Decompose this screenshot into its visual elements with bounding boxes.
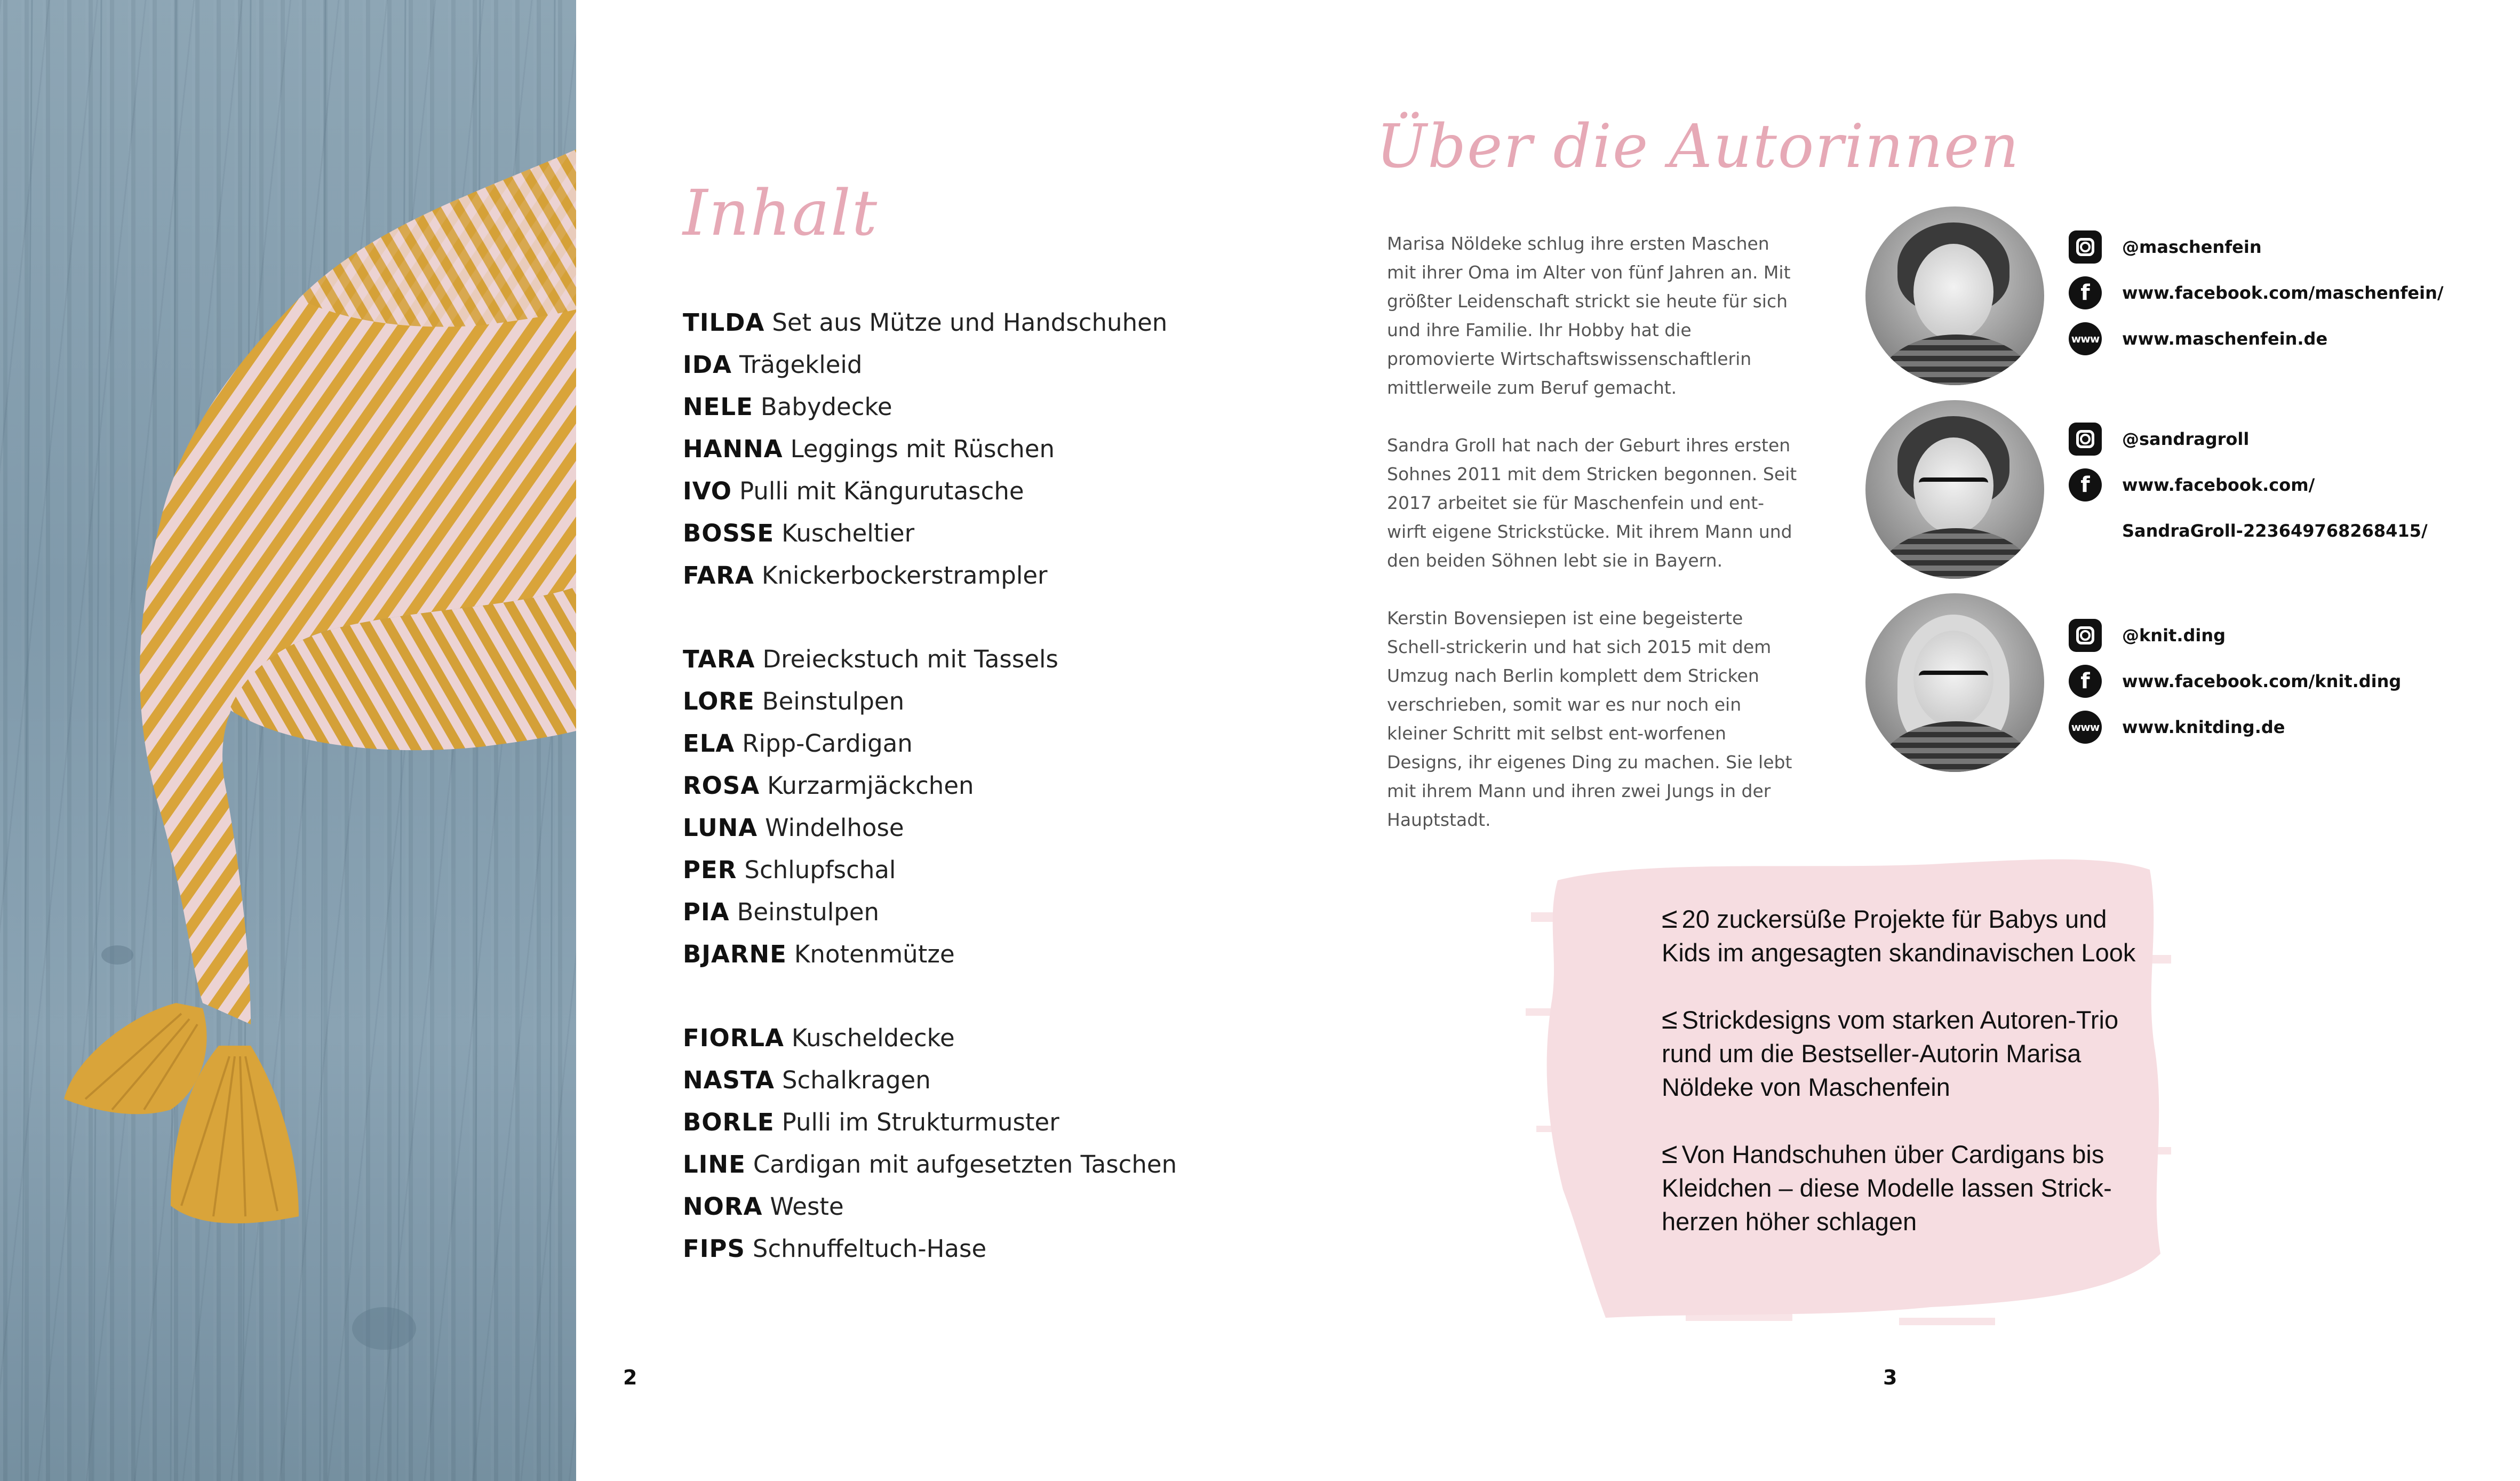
toc-item-name: ROSA bbox=[683, 771, 760, 800]
toc-item[interactable] bbox=[683, 1017, 1270, 1059]
feature-text: Von Handschuhen über Cardigans bis Kleidchen – diese Modelle lassen Strick-herzen höher schlagen bbox=[1662, 1140, 2112, 1236]
toc-group-2 bbox=[683, 638, 1270, 975]
toc-item-name: FARA bbox=[683, 561, 754, 590]
toc-item[interactable] bbox=[683, 1185, 1270, 1228]
avatar-kerstin bbox=[1865, 593, 2044, 772]
toc-item[interactable] bbox=[683, 1228, 1270, 1270]
toc-group-1 bbox=[683, 301, 1270, 596]
feature-text: Strickdesigns vom starken Autoren-Trio rund um die Bestseller-Autorin Marisa Nöldeke von Maschenfein bbox=[1662, 1006, 2119, 1101]
feature-item bbox=[1662, 902, 2142, 969]
feature-item bbox=[1662, 1002, 2142, 1104]
avatar-sandra bbox=[1865, 400, 2044, 579]
toc-item[interactable] bbox=[683, 428, 1270, 470]
toc-item-name: TILDA bbox=[683, 308, 765, 337]
bio-marisa: Marisa Nöldeke schlug ihre ersten Maschen mit ihrer Oma im Alter von fünf Jahren an. Mit größter Leidenschaft strickt sie heute für sich und ihre Familie. Ihr Hobby hat die promovierte Wirtschaftswissenschaftlerin mittlerweile zum Beruf gemacht. bbox=[1387, 233, 1791, 398]
toc-item[interactable] bbox=[683, 765, 1270, 807]
facebook-icon: f bbox=[2069, 665, 2102, 698]
toc-item-name: LORE bbox=[683, 687, 755, 715]
website-link[interactable]: www.maschenfein.de bbox=[2122, 329, 2328, 349]
feature-item bbox=[1662, 1137, 2142, 1238]
toc-item-description: Schalkragen bbox=[781, 1066, 931, 1094]
toc-item-name: LINE bbox=[683, 1150, 746, 1179]
toc-item[interactable] bbox=[683, 512, 1270, 554]
toc-item[interactable] bbox=[683, 554, 1270, 596]
toc-item-name: FIPS bbox=[683, 1235, 745, 1263]
page-number-left: 2 bbox=[623, 1366, 637, 1389]
toc-item[interactable] bbox=[683, 1059, 1270, 1101]
instagram-handle[interactable]: @maschenfein bbox=[2122, 237, 2262, 257]
website-link[interactable]: www.knitding.de bbox=[2122, 717, 2285, 737]
toc-item-name: PER bbox=[683, 856, 737, 884]
social-row-website[interactable] bbox=[2069, 704, 2401, 750]
toc-item-name: FIORLA bbox=[683, 1024, 784, 1052]
toc-item-name: PIA bbox=[683, 898, 730, 926]
instagram-handle[interactable]: @sandragroll bbox=[2122, 429, 2250, 449]
facebook-icon: f bbox=[2069, 276, 2102, 309]
social-links-kerstin bbox=[2069, 612, 2401, 750]
facebook-icon: f bbox=[2069, 468, 2102, 501]
social-row-facebook[interactable] bbox=[2069, 658, 2401, 704]
toc-item-name: HANNA bbox=[683, 435, 783, 463]
social-row-facebook[interactable] bbox=[2069, 462, 2428, 508]
toc-item[interactable] bbox=[683, 1143, 1270, 1185]
shawl-illustration bbox=[0, 0, 576, 1481]
toc-item[interactable] bbox=[683, 722, 1270, 765]
social-links-marisa bbox=[2069, 224, 2444, 362]
toc-item-description: Leggings mit Rüschen bbox=[790, 435, 1055, 463]
facebook-link[interactable]: www.facebook.com/ bbox=[2122, 475, 2315, 495]
toc-item[interactable] bbox=[683, 1101, 1270, 1143]
social-row-facebook-cont[interactable] bbox=[2069, 508, 2428, 554]
toc-item[interactable] bbox=[683, 638, 1270, 680]
toc-item-description: Knotenmütze bbox=[794, 940, 955, 968]
toc-item-description: Pulli mit Kängurutasche bbox=[739, 477, 1024, 505]
social-links-sandra bbox=[2069, 416, 2428, 554]
toc-item-name: TARA bbox=[683, 645, 755, 673]
toc-item-description: Beinstulpen bbox=[737, 898, 880, 926]
table-of-contents bbox=[683, 301, 1270, 1311]
toc-item-description: Kurzarmjäckchen bbox=[767, 771, 974, 800]
authors-title: Über die Autorinnen bbox=[1376, 112, 2020, 181]
facebook-link[interactable]: www.facebook.com/maschenfein/ bbox=[2122, 283, 2444, 303]
bio-sandra: Sandra Groll hat nach der Geburt ihres ersten Sohnes 2011 mit dem Stricken begonnen. Seit 2017 arbeitet sie für Maschenfein und ent-wirft eigene Strickstücke. Mit ihrem Mann und den beiden Söhnen lebt sie in Bayern. bbox=[1387, 435, 1797, 571]
social-row-instagram[interactable] bbox=[2069, 224, 2444, 270]
toc-item-name: NASTA bbox=[683, 1066, 775, 1094]
contents-title: Inhalt bbox=[683, 176, 879, 250]
toc-item-name: ELA bbox=[683, 729, 735, 758]
toc-item[interactable] bbox=[683, 386, 1270, 428]
instagram-icon bbox=[2069, 619, 2102, 652]
toc-item-name: BOSSE bbox=[683, 519, 775, 547]
toc-item-description: Kuscheltier bbox=[781, 519, 915, 547]
social-row-instagram[interactable] bbox=[2069, 416, 2428, 462]
toc-item[interactable] bbox=[683, 680, 1270, 722]
toc-item-description: Ripp-Cardigan bbox=[742, 729, 913, 758]
bio-kerstin: Kerstin Bovensiepen ist eine begeisterte Schell-strickerin und hat sich 2015 mit dem Umzug nach Berlin komplett dem Stricken verschrieben, somit war es nur noch ein kleiner Schritt mit selbst ent-worfenen Designs, ihr eigenes Ding zu machen. Sie lebt mit ihrem Mann und ihren zwei Jungs in der Hauptstadt. bbox=[1387, 608, 1792, 830]
social-row-facebook[interactable] bbox=[2069, 270, 2444, 316]
toc-item[interactable] bbox=[683, 849, 1270, 891]
website-icon: www bbox=[2069, 322, 2102, 355]
toc-item[interactable] bbox=[683, 891, 1270, 933]
toc-item-description: Babydecke bbox=[760, 393, 892, 421]
toc-item-name: BJARNE bbox=[683, 940, 787, 968]
page-number-right: 3 bbox=[1883, 1366, 1897, 1389]
toc-item-description: Beinstulpen bbox=[762, 687, 905, 715]
toc-item-name: NORA bbox=[683, 1192, 763, 1221]
bullet-icon: ≤ bbox=[1662, 902, 1678, 934]
toc-item-description: Set aus Mütze und Handschuhen bbox=[772, 308, 1168, 337]
toc-item[interactable] bbox=[683, 470, 1270, 512]
toc-item-description: Weste bbox=[770, 1192, 844, 1221]
facebook-link-continued[interactable]: SandraGroll-223649768268415/ bbox=[2122, 521, 2428, 541]
toc-group-3 bbox=[683, 1017, 1270, 1270]
cover-photo-knitted-shawl bbox=[0, 0, 576, 1481]
toc-item-name: NELE bbox=[683, 393, 753, 421]
author-bios bbox=[1387, 229, 1803, 863]
toc-item-name: IVO bbox=[683, 477, 732, 505]
toc-item[interactable] bbox=[683, 933, 1270, 975]
social-row-website[interactable] bbox=[2069, 316, 2444, 362]
social-row-instagram[interactable] bbox=[2069, 612, 2401, 658]
toc-item-description: Kuscheldecke bbox=[791, 1024, 955, 1052]
toc-item-description: Trägekleid bbox=[739, 351, 863, 379]
toc-item-description: Pulli im Strukturmuster bbox=[781, 1108, 1059, 1136]
toc-item-name: LUNA bbox=[683, 814, 758, 842]
toc-item-description: Schlupfschal bbox=[744, 856, 896, 884]
website-icon: www bbox=[2069, 711, 2102, 744]
toc-item-description: Dreieckstuch mit Tassels bbox=[762, 645, 1058, 673]
toc-item-name: BORLE bbox=[683, 1108, 775, 1136]
toc-item[interactable] bbox=[683, 807, 1270, 849]
bullet-icon: ≤ bbox=[1662, 1003, 1678, 1035]
toc-item-name: IDA bbox=[683, 351, 732, 379]
toc-item-description: Windelhose bbox=[765, 814, 904, 842]
toc-item[interactable] bbox=[683, 301, 1270, 344]
instagram-icon bbox=[2069, 423, 2102, 456]
toc-item[interactable] bbox=[683, 344, 1270, 386]
toc-item-description: Cardigan mit aufgesetzten Taschen bbox=[753, 1150, 1177, 1179]
instagram-icon bbox=[2069, 230, 2102, 264]
feature-list bbox=[1662, 902, 2142, 1271]
avatar-marisa bbox=[1865, 206, 2044, 385]
facebook-link[interactable]: www.facebook.com/knit.ding bbox=[2122, 671, 2402, 691]
bullet-icon: ≤ bbox=[1662, 1137, 1678, 1169]
instagram-handle[interactable]: @knit.ding bbox=[2122, 625, 2226, 646]
toc-item-description: Knickerbockerstrampler bbox=[761, 561, 1048, 590]
feature-text: 20 zuckersüße Projekte für Babys und Kids im angesagten skandinavischen Look bbox=[1662, 905, 2136, 967]
toc-item-description: Schnuffeltuch-Hase bbox=[752, 1235, 987, 1263]
